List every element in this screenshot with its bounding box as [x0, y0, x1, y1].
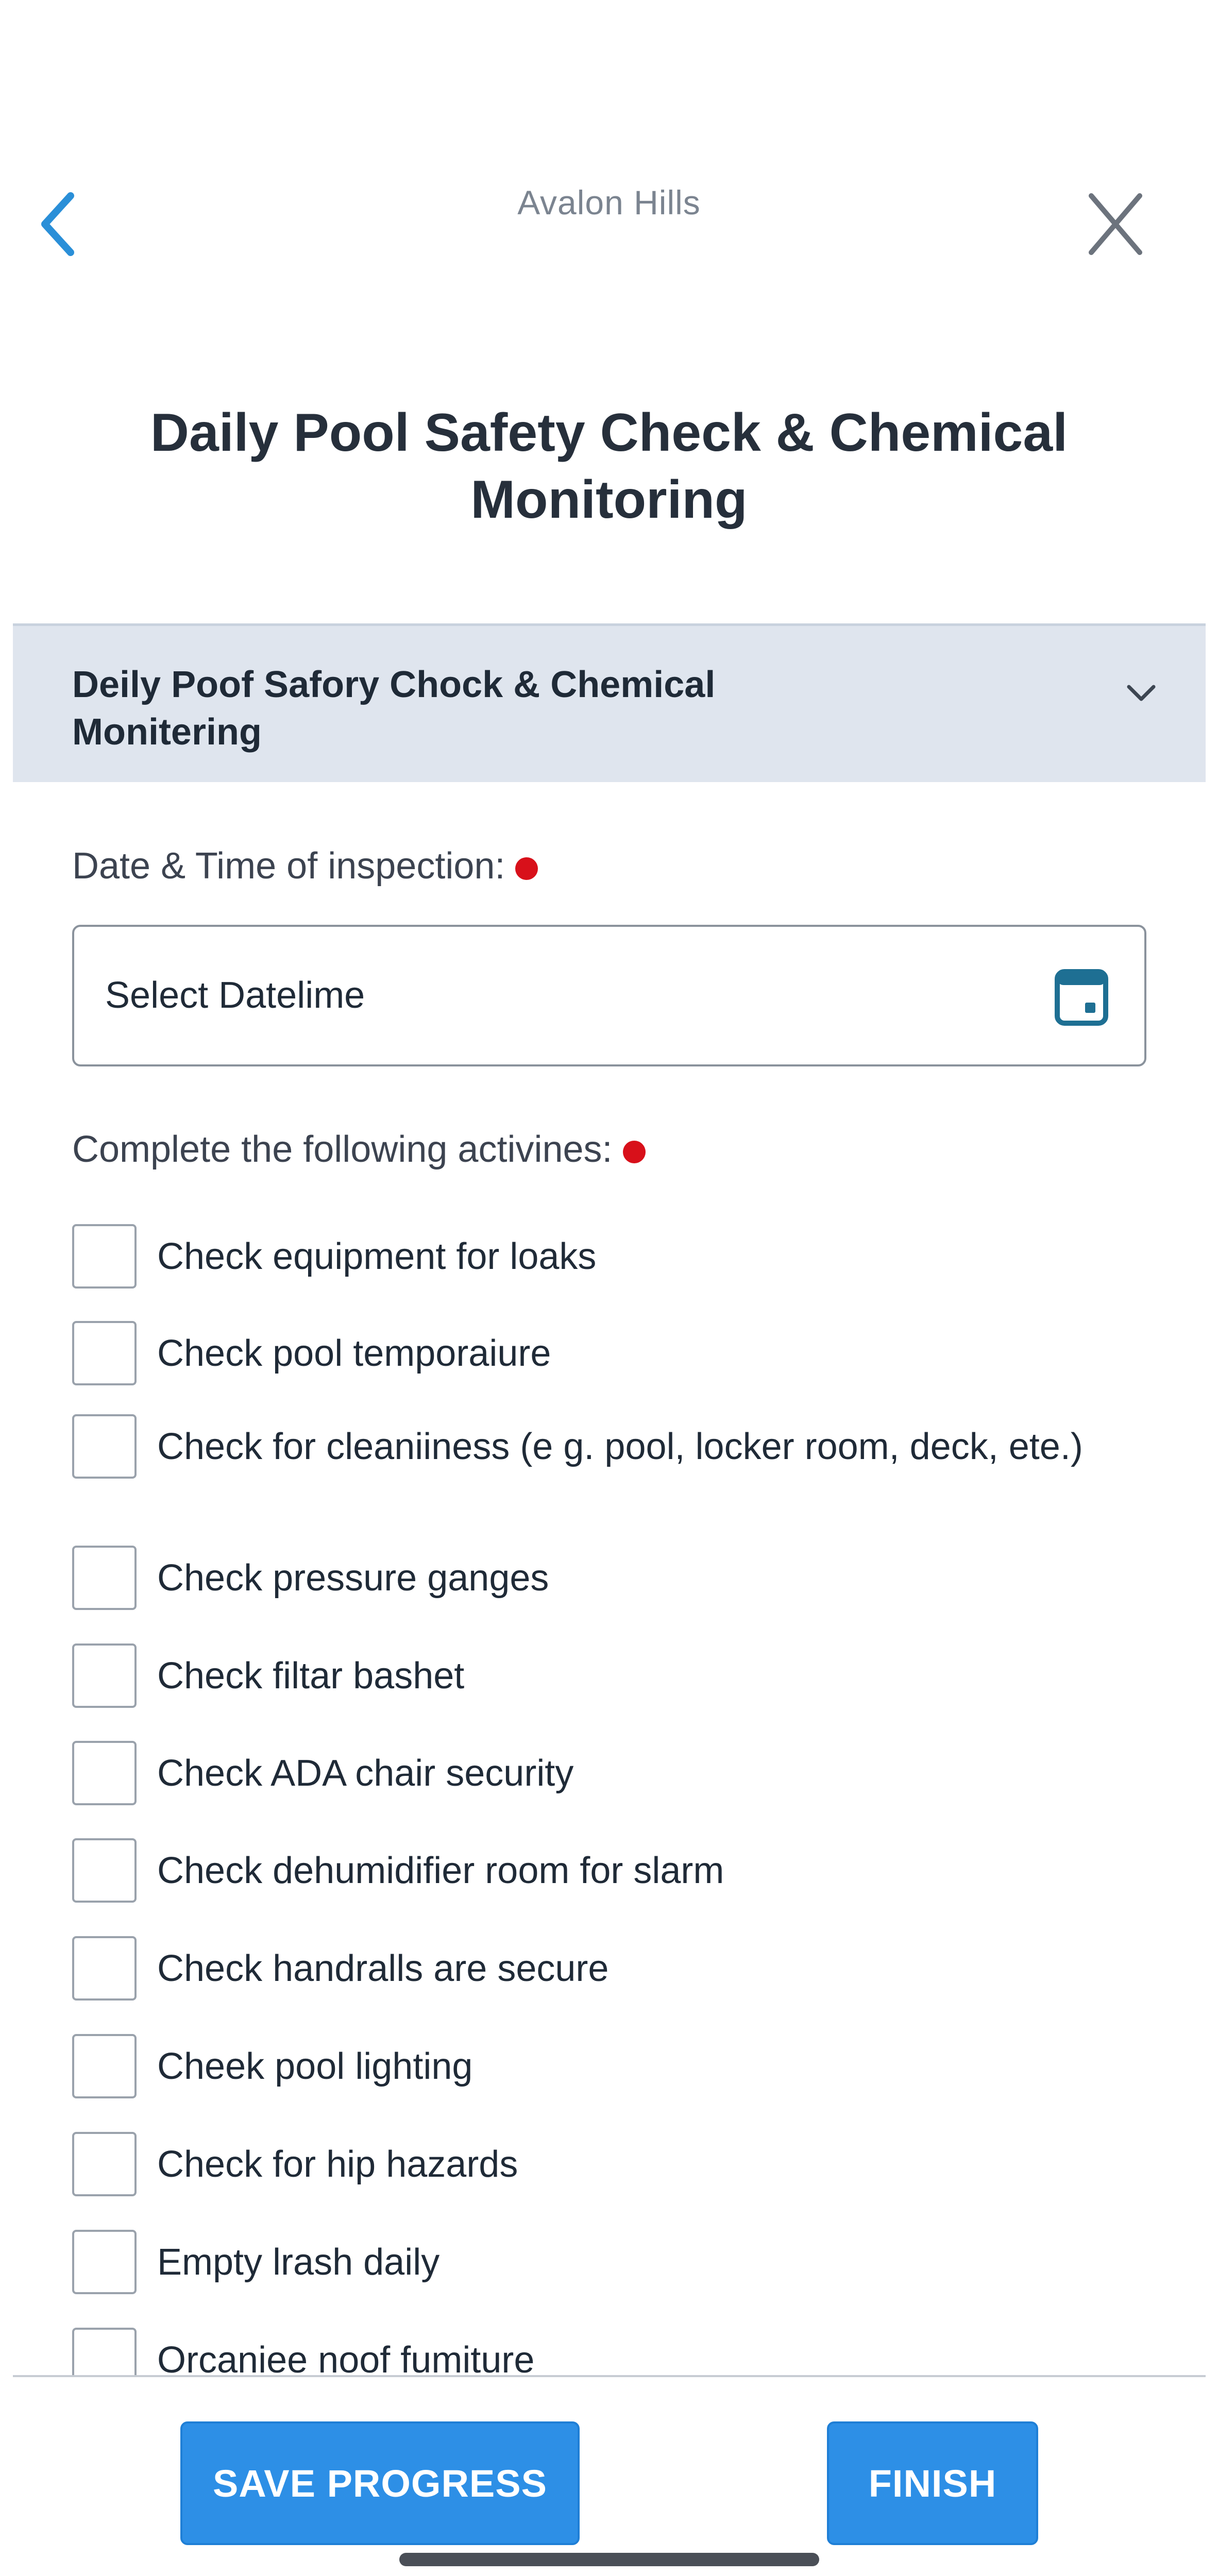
checklist-item-label: Check pressure ganges: [157, 1557, 549, 1599]
checklist-item[interactable]: [72, 2132, 1154, 2196]
checklist-item-label: Check handralls are secure: [157, 1947, 609, 1989]
checklist-item[interactable]: [72, 1838, 1154, 1903]
checklist-item-label: Check equipment for loaks: [157, 1235, 597, 1277]
footer-divider: [13, 2375, 1206, 2377]
checklist-item[interactable]: [72, 2034, 1154, 2098]
nav-title: Avalon Hills: [517, 183, 701, 222]
checklist-item-label: Cheek pool lighting: [157, 2045, 473, 2087]
section-header-label: Deily Poof Safory Chock & Chemical Monitering: [72, 664, 716, 753]
checkbox[interactable]: [72, 2230, 137, 2294]
checklist-item[interactable]: [72, 1741, 1154, 1805]
save-progress-button[interactable]: SAVE PROGRESS: [180, 2421, 580, 2545]
home-indicator[interactable]: [399, 2553, 819, 2566]
checkbox[interactable]: [72, 2034, 137, 2098]
checkbox[interactable]: [72, 1546, 137, 1610]
checkbox[interactable]: [72, 1321, 137, 1385]
checklist-item-label: Empty lrash daily: [157, 2241, 440, 2283]
checkbox[interactable]: [72, 2132, 137, 2196]
checklist-item-label: Check filtar bashet: [157, 1655, 465, 1697]
checkbox[interactable]: [72, 1741, 137, 1805]
page-title: Daily Pool Safety Check & Chemical Monitoring: [150, 403, 1068, 530]
checklist-item-label: Check dehumidifier room for slarm: [157, 1850, 724, 1891]
checkbox[interactable]: [72, 1936, 137, 2001]
checkbox[interactable]: [72, 1414, 137, 1479]
checklist-item[interactable]: [72, 2328, 1154, 2375]
checklist-item[interactable]: [72, 1936, 1154, 2001]
checklist-item[interactable]: [72, 1546, 1154, 1610]
checklist-item-label: Orcaniee noof fumiture: [157, 2339, 535, 2375]
checklist-item[interactable]: [72, 1643, 1154, 1708]
checklist-item[interactable]: [72, 1321, 1154, 1385]
checkbox[interactable]: [72, 1224, 137, 1289]
checklist-item-label: Check for cleaniiness (e g. pool, locker room, deck, ete.): [157, 1426, 1083, 1467]
checkbox[interactable]: [72, 2328, 137, 2375]
datetime-label-text: Date & Time of inspection:: [72, 845, 505, 887]
finish-button[interactable]: FINISH: [827, 2421, 1038, 2545]
checklist-item-label: Check pool temporaiure: [157, 1332, 551, 1374]
datetime-input-value: Select Datelime: [105, 975, 365, 1016]
checkbox[interactable]: [72, 1643, 137, 1708]
checklist-item[interactable]: [72, 1224, 1154, 1289]
checkbox[interactable]: [72, 1838, 137, 1903]
checklist-item-label: Check for hip hazards: [157, 2143, 518, 2185]
checklist-item-label: Check ADA chair security: [157, 1752, 574, 1794]
activities-label-text: Complete the following activines:: [72, 1129, 613, 1170]
checklist-item[interactable]: [72, 1414, 1154, 1479]
checklist-item[interactable]: [72, 2230, 1154, 2294]
